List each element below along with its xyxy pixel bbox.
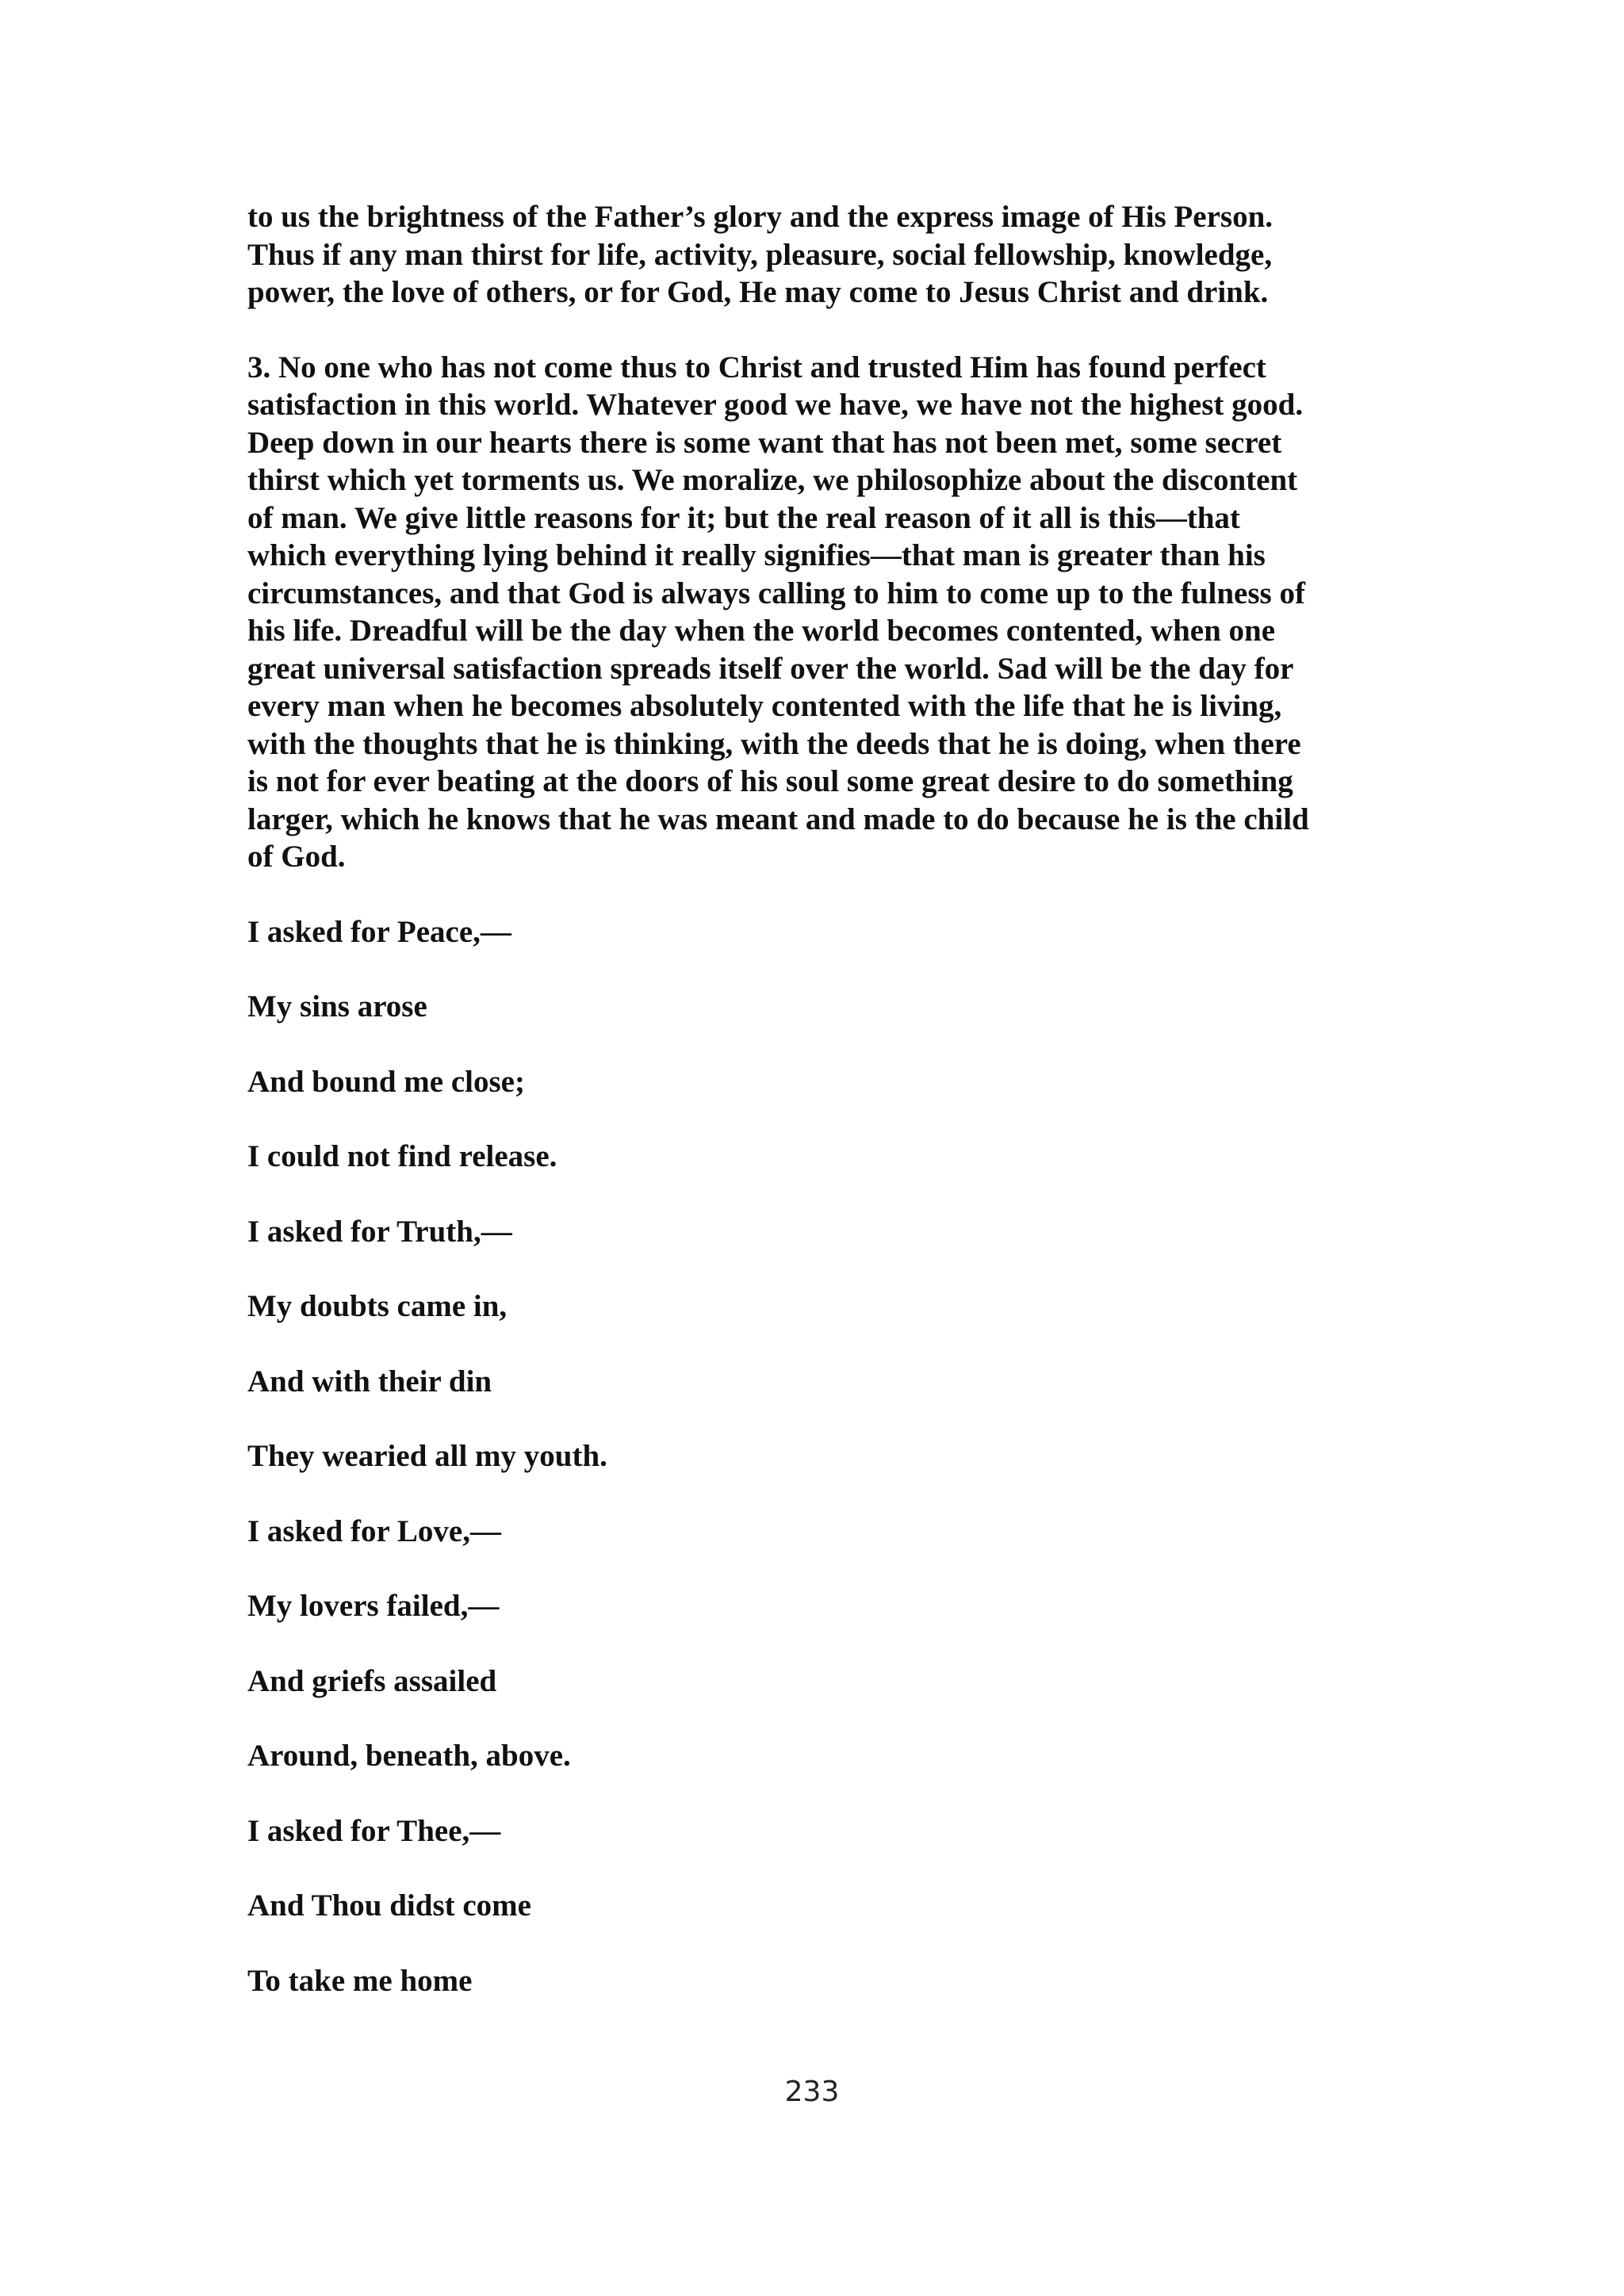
verse-line: My sins arose	[247, 989, 427, 1024]
text-line: every man when he becomes absolutely contented with the life that he is living,	[247, 689, 1282, 723]
verse-line: I could not find release.	[247, 1139, 557, 1173]
text-line: which everything lying behind it really signifies—that man is greater than his	[247, 538, 1266, 572]
text-line: Deep down in our hearts there is some want that has not been met, some secret	[247, 425, 1282, 460]
verse-line: I asked for Thee,—	[247, 1813, 501, 1848]
text-line: satisfaction in this world. Whatever good we have, we have not the highest good.	[247, 388, 1304, 422]
verse-line: And with their din	[247, 1364, 492, 1399]
verse-line: I asked for Truth,—	[247, 1214, 512, 1249]
paragraph	[247, 349, 1397, 876]
text-line: to us the brightness of the Father’s glory and the express image of His Person.	[247, 200, 1274, 234]
text-line: is not for ever beating at the doors of his soul some great desire to do something	[247, 764, 1293, 798]
verse-line: My lovers failed,—	[247, 1589, 500, 1623]
page-number: 233	[784, 2076, 840, 2108]
text-line: great universal satisfaction spreads itself over the world. Sad will be the day for	[247, 651, 1294, 686]
verse-line: I asked for Love,—	[247, 1513, 501, 1548]
verse-line: And Thou didst come	[247, 1888, 531, 1923]
text-line: power, the love of others, or for God, He may come to Jesus Christ and drink.	[247, 275, 1269, 309]
verse-line: To take me home	[247, 1963, 473, 1998]
text-line: larger, which he knows that he was meant and made to do because he is the child	[247, 802, 1309, 836]
page-content	[247, 198, 1397, 2037]
text-line: of man. We give little reasons for it; but the real reason of it all is this—that	[247, 500, 1240, 535]
verse-line: Around, beneath, above.	[247, 1739, 571, 1773]
text-line: of God.	[247, 840, 346, 874]
verse-line: I asked for Peace,—	[247, 914, 511, 949]
verse-line: And griefs assailed	[247, 1663, 497, 1698]
paragraph	[247, 198, 1397, 312]
text-line: his life. Dreadful will be the day when the world becomes contented, when one	[247, 614, 1276, 648]
verse-line: And bound me close;	[247, 1064, 525, 1099]
verse-line: They wearied all my youth.	[247, 1439, 607, 1473]
text-line: Thus if any man thirst for life, activity, pleasure, social fellowship, knowledge,	[247, 237, 1273, 272]
verse-line: My doubts came in,	[247, 1289, 508, 1323]
text-line: thirst which yet torments us. We moralize, we philosophize about the discontent	[247, 463, 1298, 497]
text-line: 3. No one who has not come thus to Christ and trusted Him has found perfect	[247, 350, 1266, 385]
text-line: with the thoughts that he is thinking, with the deeds that he is doing, when there	[247, 726, 1301, 761]
text-line: circumstances, and that God is always calling to him to come up to the fulness of	[247, 576, 1305, 610]
